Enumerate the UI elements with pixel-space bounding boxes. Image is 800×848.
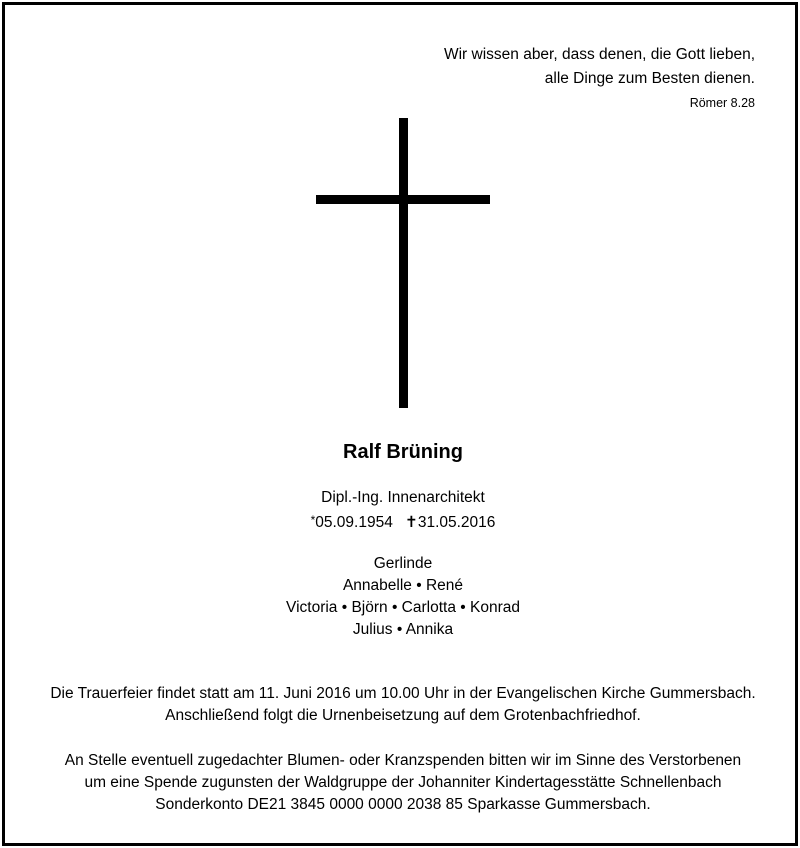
bible-verse bbox=[444, 43, 755, 112]
donation-line-3: Sonderkonto DE21 3845 0000 0000 2038 85 Sparkasse Gummersbach. bbox=[155, 796, 651, 813]
family-line: Annabelle • René bbox=[342, 577, 464, 594]
cross-vertical-bar bbox=[399, 118, 408, 408]
death-symbol: ✝ bbox=[404, 514, 418, 531]
life-dates bbox=[5, 509, 800, 534]
cross-horizontal-bar bbox=[316, 195, 490, 204]
birth-symbol: * bbox=[310, 513, 316, 527]
death-date: 31.05.2016 bbox=[417, 514, 496, 531]
donation-request bbox=[5, 750, 800, 816]
verse-reference: Römer 8.28 bbox=[689, 96, 755, 110]
deceased-title: Dipl.-Ing. Innenarchitekt bbox=[321, 489, 485, 506]
notice-line-2: Anschließend folgt die Urnenbeisetzung auf dem Grotenbachfriedhof. bbox=[165, 707, 641, 724]
family-line: Gerlinde bbox=[373, 555, 433, 572]
family-line: Julius • Annika bbox=[352, 621, 454, 638]
birth-date: 05.09.1954 bbox=[315, 514, 393, 531]
notice-line-1: Die Trauerfeier findet statt am 11. Juni 2016 um 10.00 Uhr in der Evangelischen Kirche Gummersbach. bbox=[50, 685, 756, 702]
donation-line-2: um eine Spende zugunsten der Waldgruppe der Johanniter Kindertagesstätte Schnellenbach bbox=[84, 774, 722, 791]
donation-line-1: An Stelle eventuell zugedachter Blumen- oder Kranzspenden bitten wir im Sinne des Verstorbenen bbox=[64, 752, 742, 769]
deceased-name: Ralf Brüning bbox=[343, 441, 463, 463]
funeral-notice bbox=[5, 683, 800, 727]
verse-line-1: Wir wissen aber, dass denen, die Gott lieben, bbox=[443, 46, 755, 63]
family-list bbox=[5, 553, 800, 641]
deceased-info bbox=[5, 487, 800, 534]
verse-line-2: alle Dinge zum Besten dienen. bbox=[544, 70, 755, 87]
family-line: Victoria • Björn • Carlotta • Konrad bbox=[286, 599, 520, 616]
obituary-card bbox=[2, 2, 798, 846]
